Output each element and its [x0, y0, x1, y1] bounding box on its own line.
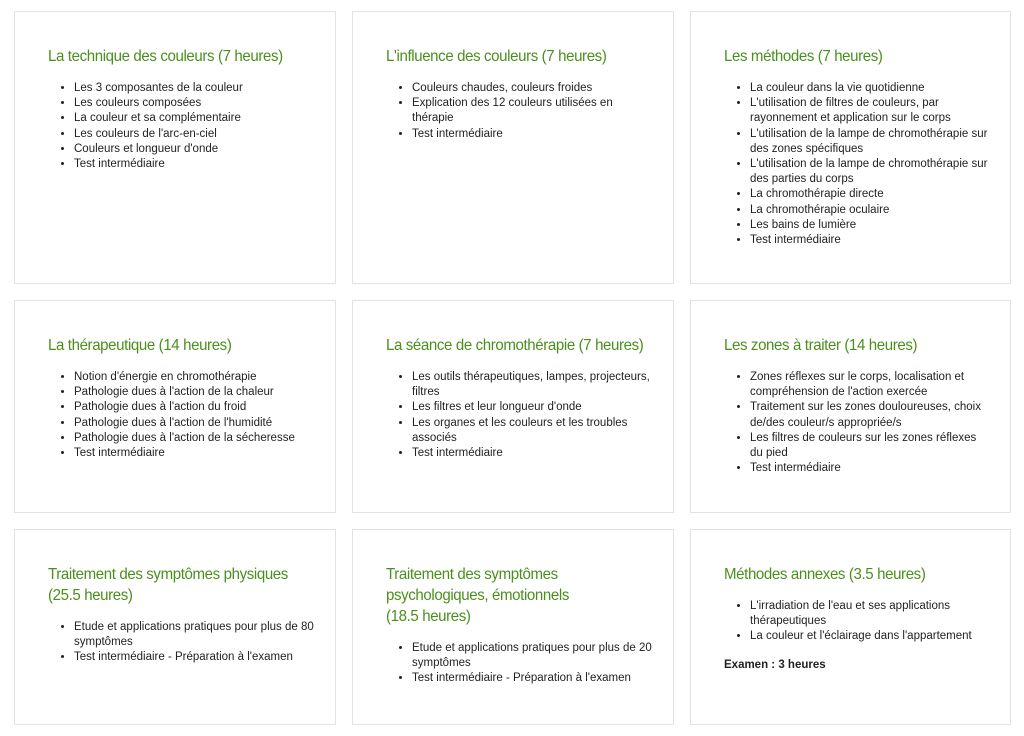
module-title: La thérapeutique (14 heures) — [48, 337, 232, 354]
list-item: • La couleur dans la vie quotidienne — [750, 81, 990, 96]
module-topics — [48, 81, 315, 172]
list-item: • Les outils thérapeutiques, lampes, projecteurs, filtres — [412, 370, 653, 400]
module-title: Les méthodes (7 heures) — [724, 48, 883, 65]
list-item: • Les filtres et leur longueur d'onde — [412, 400, 653, 415]
module-card-therapeutique — [14, 300, 336, 513]
module-title: Traitement des symptômes psychologiques, émotionnels (18.5 heures) — [386, 566, 569, 625]
module-topics — [386, 641, 653, 687]
list-item: • Les organes et les couleurs et les troubles associés — [412, 416, 653, 446]
module-card-methodes-annexes — [690, 529, 1011, 725]
list-item: • Traitement sur les zones douloureuses, choix de/des couleur/s appropriée/s — [750, 400, 990, 430]
list-item: • Couleurs et longueur d'onde — [74, 142, 315, 157]
list-item: • Explication des 12 couleurs utilisées en thérapie — [412, 96, 653, 126]
module-card-symptomes-psychologiques — [352, 529, 674, 725]
list-item: • Pathologie dues à l'action de la sécheresse — [74, 431, 315, 446]
list-item: • L'utilisation de filtres de couleurs, par rayonnement et application sur le corps — [750, 96, 990, 126]
module-topics — [724, 599, 990, 645]
list-item: • L'utilisation de la lampe de chromothérapie sur des parties du corps — [750, 157, 990, 187]
module-title: Traitement des symptômes physiques (25.5 heures) — [48, 566, 288, 604]
module-topics — [386, 81, 653, 142]
list-item: • Test intermédiaire - Préparation à l'examen — [74, 650, 315, 665]
list-item: • Test intermédiaire — [74, 157, 315, 172]
list-item: • Zones réflexes sur le corps, localisation et compréhension de l'action exercée — [750, 370, 990, 400]
list-item: • L'utilisation de la lampe de chromothérapie sur des zones spécifiques — [750, 127, 990, 157]
module-title: Les zones à traiter (14 heures) — [724, 337, 918, 354]
list-item: • Test intermédiaire — [74, 446, 315, 461]
list-item: • L'irradiation de l'eau et ses applications thérapeutiques — [750, 599, 990, 629]
exam-duration: Examen : 3 heures — [724, 658, 826, 671]
list-item: • Couleurs chaudes, couleurs froides — [412, 81, 653, 96]
list-item: • La couleur et l'éclairage dans l'appartement — [750, 629, 990, 644]
module-card-zones — [690, 300, 1011, 513]
list-item: • Pathologie dues à l'action de la chaleur — [74, 385, 315, 400]
module-card-influence-couleurs — [352, 11, 674, 284]
list-item: • Les bains de lumière — [750, 218, 990, 233]
list-item: • Test intermédiaire — [750, 233, 990, 248]
list-item: • La couleur et sa complémentaire — [74, 111, 315, 126]
module-topics — [724, 81, 990, 248]
list-item: • Pathologie dues à l'action de l'humidité — [74, 416, 315, 431]
list-item: • Test intermédiaire — [750, 461, 990, 476]
module-title: La séance de chromothérapie (7 heures) — [386, 337, 644, 354]
list-item: • Notion d'énergie en chromothérapie — [74, 370, 315, 385]
list-item: • Les filtres de couleurs sur les zones réflexes du pied — [750, 431, 990, 461]
list-item: • La chromothérapie directe — [750, 187, 990, 202]
list-item: • Test intermédiaire — [412, 446, 653, 461]
module-card-technique-couleurs — [14, 11, 336, 284]
module-card-methodes — [690, 11, 1011, 284]
module-card-seance — [352, 300, 674, 513]
list-item: • Les couleurs composées — [74, 96, 315, 111]
list-item: • La chromothérapie oculaire — [750, 203, 990, 218]
module-title: Méthodes annexes (3.5 heures) — [724, 566, 926, 583]
list-item: • Les 3 composantes de la couleur — [74, 81, 315, 96]
list-item: • Test intermédiaire — [412, 127, 653, 142]
list-item: • Etude et applications pratiques pour plus de 80 symptômes — [74, 620, 315, 650]
module-topics — [724, 370, 990, 476]
module-topics — [386, 370, 653, 461]
module-title: L'influence des couleurs (7 heures) — [386, 48, 607, 65]
module-card-symptomes-physiques — [14, 529, 336, 725]
module-title: La technique des couleurs (7 heures) — [48, 48, 283, 65]
module-topics — [48, 370, 315, 461]
module-topics — [48, 620, 315, 666]
list-item: • Les couleurs de l'arc-en-ciel — [74, 127, 315, 142]
list-item: • Pathologie dues à l'action du froid — [74, 400, 315, 415]
list-item: • Etude et applications pratiques pour plus de 20 symptômes — [412, 641, 653, 671]
list-item: • Test intermédiaire - Préparation à l'examen — [412, 671, 653, 686]
